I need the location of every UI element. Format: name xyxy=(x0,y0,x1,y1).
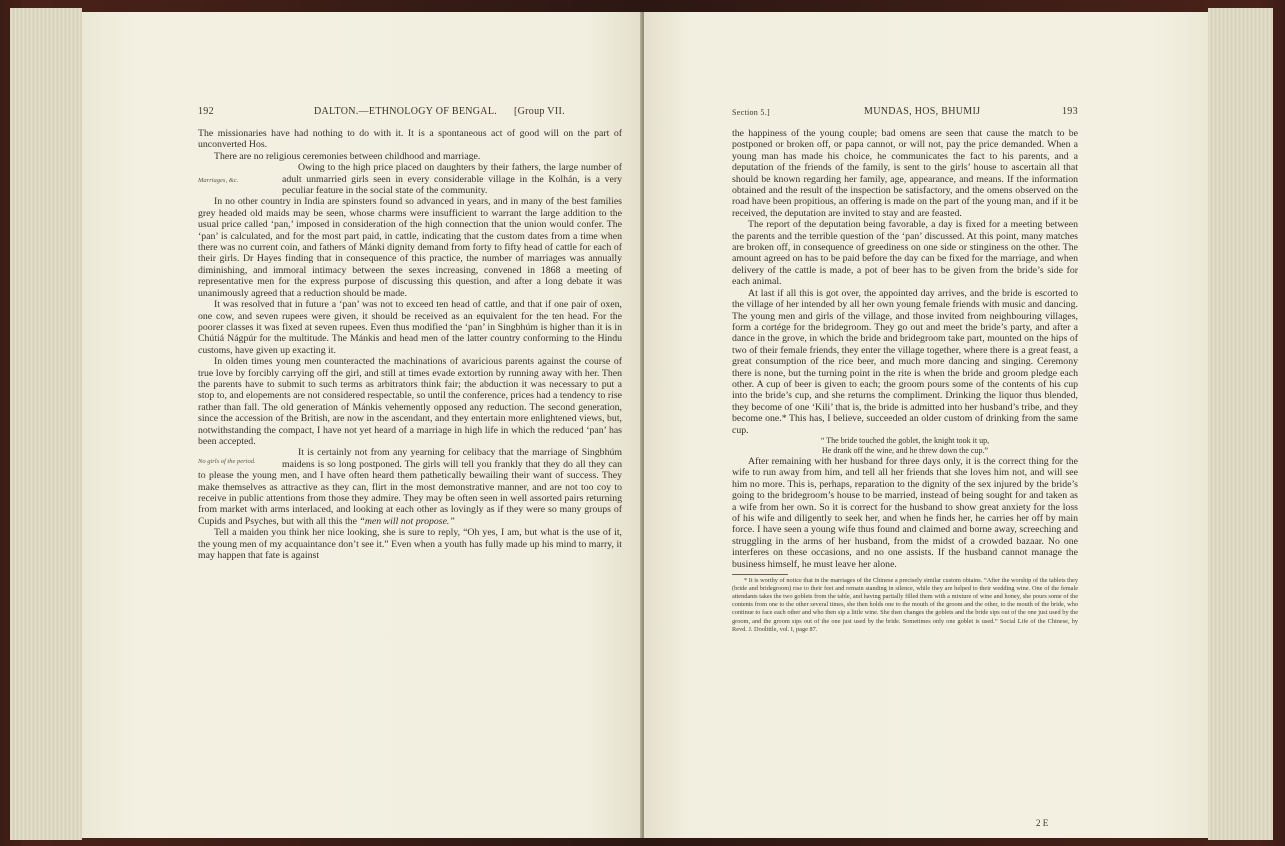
paragraph: There are no religious ceremonies between childhood and marriage. xyxy=(214,150,481,162)
left-group-label: [Group VII. xyxy=(514,106,565,117)
paragraph: Tell a maiden you think her nice looking, she is sure to reply, “Oh yes, I am, but what is the use of it, the young men of my acquaintance don’t see it.” Even when a youth has fully made up his mind to marry, it may happen that fate is against xyxy=(198,527,622,562)
right-page-header xyxy=(644,106,1208,120)
page-edges-right xyxy=(1208,8,1273,840)
footnote xyxy=(732,577,1078,634)
footnote-text: * It is worthy of notice that in the marriages of the Chinese a precisely similar custom obtains. “After the worship of the tablets they (bride and bridegroom) rise to their feet and remain standing in silence, while they are helped to their wedding wine. One of the female attendants takes the two goblets from the table, and having partially filled them with a mixture of wine and honey, she pours some of the contents from one to the other several times, she then holds one to the mouth of the groom and the other, to the mouth of the bride, who continue to face each other and who then sip a little wine. She then changes the goblets and the bride sips out of the one just used by the groom, and the groom sips out of the one just used by the bride. Sometimes only one goblet is used.” Social Life of the Chinese, by Revd. J. Doolittle, vol. I, page 87. xyxy=(732,577,1078,633)
paragraph-text: It is certainly not from any yearning for celibacy that the marriage of Singbhúm maidens is so long postponed. The girls will tell you frankly that they do all they can to please the young men, and I have often heard them pathetically bewailing their want of success. They make themselves as attractive as they can, flirt in the most demonstrative manner, and are not too coy to receive in public attentions from those they admire. They may be often seen in well assorted pairs returning from market with arms interlaced, and looking at each other as lovingly as if they were so many groups of Cupids and Psyches, but with all this the xyxy=(198,447,622,527)
left-page-header xyxy=(82,106,642,120)
right-page-number: 193 xyxy=(1062,106,1078,117)
paragraph: The report of the deputation being favorable, a day is fixed for a meeting between the parents and the terrible question of the ‘pan’ discussed. At this point, many matches are broken off, in consequence of greediness on one side or stinginess on the other. The amount agreed on has to be paid before the day can be fixed for the marriage, and when delivery of the cattle is made, a pot of beer has to be given from the bride’s side for each animal. xyxy=(732,219,1078,288)
page-edges-left xyxy=(10,8,82,840)
no-girls-paragraph-block xyxy=(198,447,622,527)
paragraph: After remaining with her husband for three days only, it is the correct thing for the wife to run away from him, and tell all her friends that she loves him not, and will see him no more. This is, perhaps, reparation to the dignity of the sex injured by the bride’s going to the bridegroom’s house to be married, instead of being sought for and taken as a wife from her own. So it is correct for the husband to show great anxiety for the loss of his wife and diligently to seek her, and when he finds her, he carries her off by main force. I have seen a young wife thus found and claimed and borne away, screeching and struggling in the arms of her husband, from the midst of a crowded bazaar. No one interferes on these occasions, and no one assists. If the husband cannot manage the business himself, he must leave her alone. xyxy=(732,455,1078,570)
paragraph: the happiness of the young couple; bad omens are seen that cause the match to be postponed or broken off, or papa cannot, or will not, pay the price demanded. When a young man has made his choice, he communicates the fact to his parents, and a deputation of the friends of the family, is sent to the girls’ house to ascertain all that should be known regarding her family, age, appearance, and means. If the information obtained and the result of the inspection be satisfactory, and the omens observed on the road have been propitious, an offering is made on the part of the young man, and if it be received, the deputation are invited to stay and are feasted. xyxy=(732,128,1078,219)
left-page xyxy=(82,12,642,838)
paragraph: In olden times young men counteracted the machinations of avaricious parents against the course of true love by forcibly carrying off the girl, and still at times evade extortion by running away with her. Then the parents have to submit to such terms as arbitrators think fair; the abduction it was necessary to put a stop to, and elopements are not considered respectable, so until the conference, prices had a tendency to rise rather than fall. The old generation of Mánkis vehemently opposed any reduction. The second generation, since the accession of the British, are now in the ascendant, and they entertain more enlightened views, but, notwithstanding the compact, I have not yet heard of a marriage in high life in which the reduced ‘pan’ has been accepted. xyxy=(198,356,622,447)
italic-quote: “men will not propose.” xyxy=(359,515,455,527)
paragraph: In no other country in India are spinsters found so advanced in years, and in many of the best families grey headed old maids may be seen, whose charms were insufficient to warrant the large addition to the usual price called ‘pan,’ imposed in consideration of the high connection that the union would confer. The ‘pan’ is calculated, and for the most part paid, in cattle, indicating that the custom dates from a time when there was no current coin, and fathers of Mánki dignity demand from forty to fifty head of cattle for each of their girls. Dr Hayes finding that in consequence of this practice, the number of marriages was annually diminishing, and immoral intimacy between the sexes increasing, convened in 1868 a meeting of representative men for the express purpose of discussing this question, and after a long debate it was unanimously agreed that a reduction should be made. xyxy=(198,196,622,299)
paragraph: It was resolved that in future a ‘pan’ was not to exceed ten head of cattle, and that if one pair of oxen, one cow, and seven rupees were given, it should be received as an equivalent for the ten head. For the poorer classes it was fixed at seven rupees. Even thus modified the ‘pan’ in Singbhúm is higher than it is in Chútiá Nágpúr for the multitude. The Mánkis and head men of the latter country conforming to the Hindu customs, have given up exacting it. xyxy=(198,299,622,356)
right-body-text xyxy=(732,128,1078,634)
marginal-note-marriages: Marriages, &c. xyxy=(198,177,239,185)
footnote-rule xyxy=(732,574,788,575)
right-section-label: Section 5.] xyxy=(732,108,770,117)
signature-mark: 2 E xyxy=(1036,818,1049,828)
left-running-title: DALTON.—ETHNOLOGY OF BENGAL. xyxy=(314,106,498,117)
right-page xyxy=(644,12,1208,838)
paragraph: Owing to the high price placed on daughters by their fathers, the large number of adult unmarried girls seen in every considerable village in the Kolhán, is a very peculiar feature in the social state of the community. xyxy=(282,162,622,197)
paragraph: At last if all this is got over, the appointed day arrives, and the bride is escorted to the village of her intended by all her own young female friends with music and dancing. The young men and girls of the village, and those invited from neighbouring villages, form a cortége for the bridegroom. They go out and meet the bride’s party, and after a dance in the grove, in which the bride and bridegroom take part, mounted on the hips of two of their female friends, they enter the village together, where there is a great feast, a great consumption of the rice beer, and much more dancing and singing. Ceremony there is none, but the turning point in the rite is when the bride and groom pledge each other. A cup of beer is given to each; the groom pours some of the contents of his cup into the bride’s cup, and she returns the compliment. Drinking the liquor thus blended, they become of one ‘Kili’ that is, the bride is admitted into her husband’s tribe, and they become one.* This has, I believe, succeeded an older custom of drinking from the same cup. xyxy=(732,287,1078,436)
marriage-paragraph-block xyxy=(198,162,622,196)
verse-line: He drank off the wine, and he threw down the cup.” xyxy=(821,445,989,455)
left-page-number: 192 xyxy=(198,106,214,117)
verse-line: “ The bride touched the goblet, the knight took it up, xyxy=(820,435,990,445)
left-body-text xyxy=(198,128,622,561)
marginal-note-no-girls: No girls of the period. xyxy=(198,458,256,466)
paragraph: The missionaries have had nothing to do with it. It is a spontaneous act of good will on the part of unconverted Hos. xyxy=(198,128,622,151)
right-running-title: MUNDAS, HOS, BHUMIJ xyxy=(864,106,981,117)
